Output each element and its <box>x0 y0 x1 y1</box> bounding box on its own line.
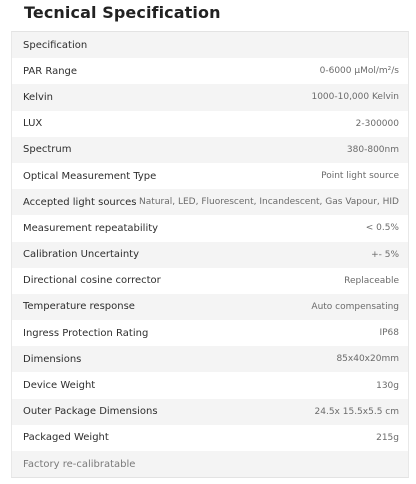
spec-label: Spectrum <box>23 144 72 156</box>
spec-label: Temperature response <box>23 301 135 313</box>
table-row <box>12 189 408 215</box>
spec-value: +- 5% <box>371 249 399 260</box>
table-row <box>12 294 408 320</box>
table-row <box>12 137 408 163</box>
table-row <box>12 163 408 189</box>
table-footer-row <box>12 451 408 477</box>
table-row <box>12 242 408 268</box>
spec-label: LUX <box>23 118 43 130</box>
spec-value: 0-6000 µMol/m²/s <box>319 66 399 77</box>
spec-label: Packaged Weight <box>23 432 109 444</box>
spec-label: Directional cosine corrector <box>23 275 161 287</box>
table-row <box>12 425 408 451</box>
spec-value: Auto compensating <box>311 301 399 312</box>
table-row <box>12 320 408 346</box>
table-row <box>12 58 408 84</box>
table-row <box>12 268 408 294</box>
spec-label: Kelvin <box>23 91 54 103</box>
specification-table <box>11 31 409 478</box>
spec-label: Outer Package Dimensions <box>23 406 158 418</box>
table-row <box>12 111 408 137</box>
spec-label: Device Weight <box>23 380 96 392</box>
table-footer-note: Factory re-calibratable <box>23 458 136 470</box>
spec-value: 380-800nm <box>346 144 399 155</box>
spec-label: Accepted light sources <box>23 196 137 208</box>
spec-value: Point light source <box>321 171 399 182</box>
spec-label: Ingress Protection Rating <box>23 327 149 339</box>
table-row <box>12 346 408 372</box>
table-row <box>12 84 408 110</box>
spec-value: Replaceable <box>344 275 399 286</box>
spec-label: Calibration Uncertainty <box>23 249 140 261</box>
spec-label: Optical Measurement Type <box>23 170 157 182</box>
spec-value: < 0.5% <box>365 223 399 234</box>
table-row <box>12 215 408 241</box>
spec-value: 2-300000 <box>355 118 399 129</box>
spec-value: Natural, LED, Fluorescent, Incandescent, Gas Vapour, HID <box>139 197 399 208</box>
table-header-row <box>12 32 408 58</box>
spec-label: Measurement repeatability <box>23 222 159 234</box>
spec-label: PAR Range <box>23 65 78 77</box>
page-title: Tecnical Specification <box>24 3 221 22</box>
table-row <box>12 372 408 398</box>
table-row <box>12 399 408 425</box>
spec-value: IP68 <box>379 328 399 339</box>
spec-value: 85x40x20mm <box>336 354 399 365</box>
spec-value: 1000-10,000 Kelvin <box>311 92 399 103</box>
spec-label: Dimensions <box>23 353 82 365</box>
spec-value: 215g <box>376 432 399 443</box>
table-header-label: Specification <box>23 39 88 51</box>
spec-value: 130g <box>376 380 399 391</box>
spec-value: 24.5x 15.5x5.5 cm <box>314 406 399 417</box>
